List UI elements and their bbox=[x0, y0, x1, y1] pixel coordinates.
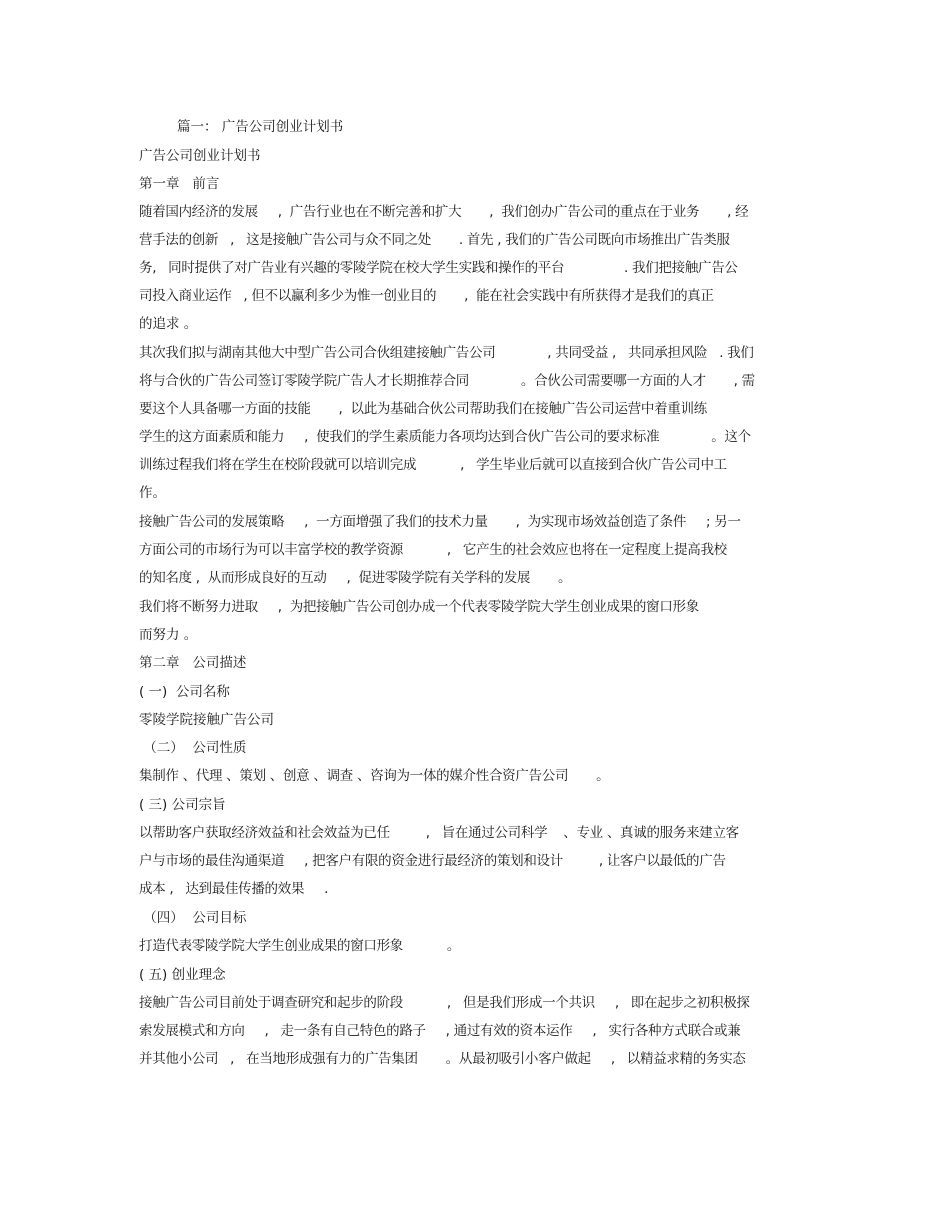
paragraph-line: 营手法的创新 , 这是接触广告公司与众不同之处 . 首先 , 我们的广告公司既向市场推出广告类服 bbox=[139, 232, 730, 248]
paragraph-line: 并其他小公司 , 在当地形成强有力的广告集团 。从最初吸引小客户做起 , 以精益求精的务实态 bbox=[139, 1051, 746, 1067]
section-heading: （二） 公司性质 bbox=[139, 740, 247, 756]
paragraph-line: 的知名度 , 从而形成良好的互动 , 促进零陵学院有关学科的发展 。 bbox=[139, 570, 572, 586]
paragraph-line: 成本 , 达到最佳传播的效果 . bbox=[139, 881, 329, 897]
paragraph-line: 司投入商业运作 , 但不以赢利多少为惟一创业目的 , 能在社会实践中有所获得才是我们的真正 bbox=[139, 288, 714, 304]
section-text: 打造代表零陵学院大学生创业成果的窗口形象 。 bbox=[139, 938, 461, 954]
document-title: 广告公司创业计划书 bbox=[139, 148, 261, 164]
paragraph-line: 方面公司的市场行为可以丰富学校的教学资源 , 它产生的社会效应也将在一定程度上提高我校 bbox=[139, 542, 727, 558]
section-heading: ( 三) 公司宗旨 bbox=[139, 797, 226, 813]
paragraph-line: 其次我们拟与湖南其他大中型广告公司合伙组建接触广告公司 , 共同受益 , 共同承担风险 . 我们 bbox=[139, 345, 754, 361]
paragraph-line: 作。 bbox=[139, 485, 166, 501]
paragraph-line: 索发展模式和方向 , 走一条有自己特色的路子 , 通过有效的资本运作 , 实行各种方式联合或兼 bbox=[139, 1023, 741, 1039]
paragraph-line: 接触广告公司的发展策略 , 一方面增强了我们的技术力量 , 为实现市场效益创造了条件 ; 另一 bbox=[139, 514, 741, 530]
paragraph-line: 训练过程我们将在学生在校阶段就可以培训完成 , 学生毕业后就可以直接到合伙广告公司中工 bbox=[139, 457, 727, 473]
section-heading: ( 五) 创业理念 bbox=[139, 967, 226, 983]
chapter2-heading: 第二章 公司描述 bbox=[139, 655, 247, 671]
section-text: 零陵学院接触广告公司 bbox=[139, 712, 274, 728]
paragraph-line: 接触广告公司目前处于调查研究和起步的阶段 , 但是我们形成一个共识 , 即在起步之初积极探 bbox=[139, 995, 750, 1011]
doc-heading: 篇一： 广告公司创业计划书 bbox=[177, 119, 344, 135]
section-heading: （四） 公司目标 bbox=[139, 910, 247, 926]
chapter1-heading: 第一章 前言 bbox=[139, 176, 220, 192]
paragraph-line: 我们将不断努力进取 , 为把接触广告公司创办成一个代表零陵学院大学生创业成果的窗口形象 bbox=[139, 599, 699, 615]
paragraph-line: 将与合伙的广告公司签订零陵学院广告人才长期推荐合同 。合伙公司需要哪一方面的人才 , 需 bbox=[139, 373, 755, 389]
paragraph-line: 而努力 。 bbox=[139, 627, 198, 643]
paragraph-line: 学生的这方面素质和能力 , 使我们的学生素质能力各项均达到合伙广告公司的要求标准 。这个 bbox=[139, 429, 751, 445]
paragraph-line: 随着国内经济的发展 , 广告行业也在不断完善和扩大 , 我们创办广告公司的重点在于业务 , 经 bbox=[139, 204, 749, 220]
section-text: 集制作 、代理 、策划 、创意 、调查 、咨询为一体的媒介性合资广告公司 。 bbox=[139, 768, 610, 784]
paragraph-line: 户与市场的最佳沟通渠道 , 把客户有限的资金进行最经济的策划和设计 , 让客户以最低的广告 bbox=[139, 853, 726, 869]
paragraph-line: 的追求 。 bbox=[139, 316, 198, 332]
section-heading: ( 一) 公司名称 bbox=[139, 684, 230, 700]
paragraph-line: 要这个人具备哪一方面的技能 , 以此为基础合伙公司帮助我们在接触广告公司运营中着重训练 bbox=[139, 401, 707, 417]
paragraph-line: 以帮助客户获取经济效益和社会效益为已任 , 旨在通过公司科学 、专业 、真诚的服务来建立客 bbox=[139, 825, 739, 841]
paragraph-line: 务, 同时提供了对广告业有兴趣的零陵学院在校大学生实践和操作的平台 . 我们把接触广告公 bbox=[139, 260, 738, 276]
